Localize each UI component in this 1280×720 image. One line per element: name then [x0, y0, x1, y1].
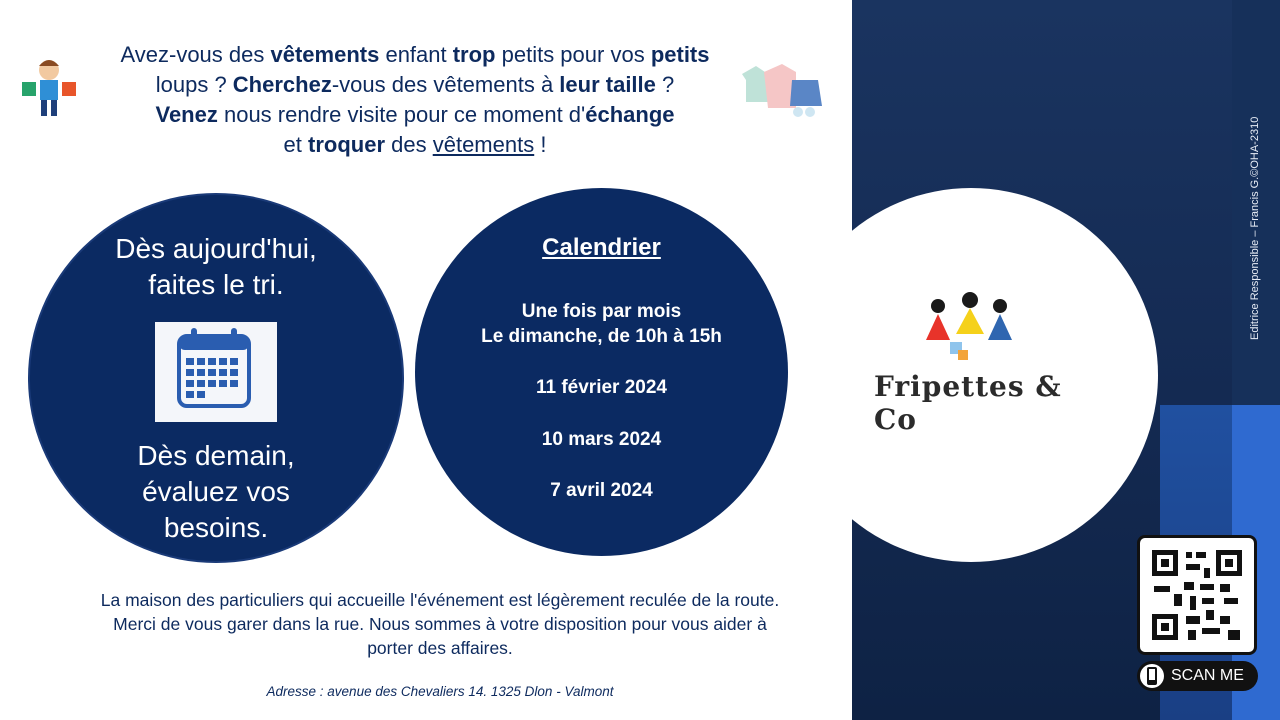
- needs-line-3: besoins.: [163, 512, 269, 543]
- editor-credit: Editrice Responsible – Francis G.©OHA-2310: [1249, 116, 1261, 340]
- sort-line-2: faites le tri.: [148, 269, 284, 300]
- calendar-icon: [155, 322, 277, 422]
- intro-text: [70, 40, 760, 160]
- intro-text-bold: vêtements: [270, 42, 380, 67]
- intro-text-bold: Venez: [155, 102, 218, 127]
- calendar-icon-box: [155, 322, 277, 422]
- intro-text-bold: échange: [585, 102, 675, 127]
- intro-text-bold: Cherchez: [232, 72, 332, 97]
- intro-text-segment: nous rendre visite pour ce moment d': [217, 102, 586, 127]
- phone-icon: [1140, 664, 1164, 688]
- calendar-circle: [415, 188, 788, 556]
- sort-line-1: Dès aujourd'hui,: [115, 233, 317, 264]
- sort-circle: [28, 193, 404, 563]
- intro-text-segment: petits pour vos: [495, 42, 651, 67]
- intro-line-1: [70, 40, 760, 70]
- needs-line-1: Dès demain,: [137, 440, 295, 471]
- parking-note: [50, 588, 830, 660]
- intro-text-bold: trop: [452, 42, 496, 67]
- note-line-2: Merci de vous garer dans la rue. Nous sommes à votre disposition pour vous aider à: [113, 614, 767, 634]
- address: Adresse : avenue des Chevaliers 14. 1325 Dlon - Valmont: [266, 684, 614, 699]
- calendar-date-3: 7 avril 2024: [550, 480, 653, 501]
- intro-line-2: [70, 70, 760, 100]
- calendar-hours: Le dimanche, de 10h à 15h: [481, 326, 722, 347]
- intro-text-segment: -vous des vêtements à: [331, 72, 560, 97]
- intro-text-segment: loups ?: [155, 72, 233, 97]
- scan-me-badge: [1137, 661, 1258, 691]
- note-line-1: La maison des particuliers qui accueille l'événement est légèrement reculée de la route.: [100, 590, 780, 610]
- note-line-3: porter des affaires.: [367, 638, 513, 658]
- intro-line-3: [70, 100, 760, 130]
- intro-text-segment: et: [283, 132, 309, 157]
- intro-text-segment: ?: [655, 72, 675, 97]
- intro-text-bold: troquer: [308, 132, 386, 157]
- intro-text-segment: des: [385, 132, 433, 157]
- intro-text-segment: enfant: [379, 42, 453, 67]
- needs-line-2: évaluez vos: [142, 476, 290, 507]
- calendar-frequency: Une fois par mois: [521, 301, 682, 322]
- intro-text-bold: leur taille: [559, 72, 656, 97]
- intro-text-segment: !: [534, 132, 547, 157]
- intro-text-bold: petits: [650, 42, 710, 67]
- calendar-title: Calendrier: [542, 234, 661, 261]
- calendar-date-2: 10 mars 2024: [541, 429, 662, 450]
- intro-line-4: [70, 130, 760, 160]
- logo-text: Fripettes & Co: [874, 370, 1062, 436]
- qr-code-icon: [1140, 538, 1254, 652]
- qr-code[interactable]: [1137, 535, 1257, 655]
- intro-text-underlined: vêtements: [432, 132, 535, 157]
- intro-text-segment: Avez-vous des: [120, 42, 271, 67]
- children-logo-icon: [920, 290, 1020, 362]
- scan-me-label: SCAN ME: [1171, 667, 1244, 684]
- calendar-date-1: 11 février 2024: [535, 377, 667, 398]
